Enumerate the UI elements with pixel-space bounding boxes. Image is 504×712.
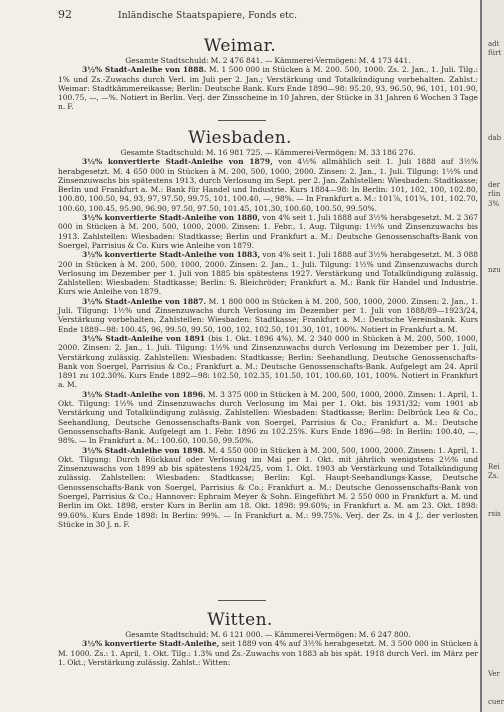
loan-entry-text: M. 4 550 000 in Stücken à M. 200, 500, 1000, 2000. Zinsen: 1. April, 1. Okt. Tilgung: Durch Rückkauf oder Verlosung im Mai per 1. Okt. mit jährlich wenigstens 2½% und Zinsenzuwachs von 1899 ab bis spätestens 1924/25, vom 1. Okt. 1903 ab Verstärkung und Totalkündigung zulässig. Zahlstellen: Wiesbaden: Stadtkasse; Berlin: Kgl. Haupt-Seehandlungs-Kasse, Deutsche Genossenschafts-Bank von Soergel, Parrisius & Co.; Frankfurt a. M.: Deutsche Genossenschafts-Bank von Soergel, Parrisius & Co.; Hannover: Ephraim Meyer & Sohn. Eingeführt M. 2 550 000 in Frankfurt a. M. und Berlin im Okt. 1898, erster Kurs in Berlin am 18. Okt. 1898: 99.60%; in Frankfurt a. M. am 23. Okt. 1898: 99.60%. Kurs Ende 1898: In Berlin: 99%. — In Frankfurt a. M.: 99.75%. Verj. der Zs. in 4 J., der verlosten Stücke in 30 J. n. F.	[58, 445, 478, 529]
loan-entry-text: M. 1 800 000 in Stücken à M. 200, 500, 1000, 2000. Zinsen: 2. Jan., 1. Juli. Tilgung: 1½% und Zinsenzuwachs durch Verlosung im Dezember per 1. Juli von 1888/89—1923/24, Verstärkung vorbehalten. Zahlstellen: Wiesbaden: Stadtkasse; Frankfurt a. M.: Deutsche Vereinsbank. Kurs Ende 1889—98: 100.45, 96, 99.50, 99.50, 100, 102, 102.50, 101.30, 101, 100%. Notiert in Frankfurt a. M.	[58, 296, 478, 334]
page-number: 92	[58, 8, 72, 21]
loan-entry	[58, 639, 478, 667]
adjacent-page-fragment: Ver	[488, 669, 500, 678]
loan-entry-lead: 3½% konvertierte Stadt-Anleihe von 1880,	[82, 213, 261, 223]
loan-entry-lead: 3½% konvertierte Stadt-Anleihe,	[82, 639, 220, 649]
section-divider	[218, 120, 266, 121]
adjacent-page-fragment: der	[488, 181, 500, 189]
section-divider	[218, 600, 266, 601]
loan-entry	[58, 65, 478, 111]
adjacent-page-fragment: fürt	[488, 49, 502, 58]
loan-entry-text: von 4% seit 1. Juli 1888 auf 3½% herabgesetzt. M. 2 367 000 in Stücken à M. 200, 500, 1000, 2000. Zinsen: 1. Febr., 1. Aug. Tilgung: 1½% und Zinsenzuwachs bis 1913. Zahlstellen: Wiesbaden: Stadtkasse; Berlin und Frankfurt a. M.: Deutsche Genossenschafts-Bank von Soergel, Parrisius & Co. Kurs wie Anleihe von 1879.	[58, 213, 478, 250]
adjacent-page-fragment: dab	[488, 134, 502, 142]
section-title-wiesbaden: Wiesbaden.	[188, 128, 292, 148]
section-body-witten	[58, 630, 478, 667]
loan-entry-text: seit 1889 von 4% auf 3½% herabgesetzt. M. 3 500 000 in Stücken à M. 1000. Zs.: 1. April, 1. Okt. Tilg.: 1.3% und Zs.-Zuwachs von 1883 ab bis spät. 1918 durch Verl. im März per 1. Okt.; Verstärkung zulässig. Zahlst.: Witten:	[58, 639, 479, 667]
loan-entry-lead: 3½% Stadt-Anleihe von 1887.	[82, 296, 207, 306]
loan-entry	[58, 250, 478, 296]
section-summary: Gesamte Stadtschuld: M. 2 476 841. — Kämmerei-Vermögen: M. 4 173 441.	[125, 56, 411, 65]
section-body-weimar	[58, 56, 478, 112]
loan-entry-lead: 3½% konvertierte Stadt-Anleihe von 1879,	[82, 157, 273, 167]
adjacent-page-fragment: rsis	[488, 510, 501, 518]
adjacent-page-fragment: Zs.	[488, 472, 499, 481]
loan-entry	[58, 334, 478, 390]
loan-entry-text: (bis 1. Okt. 1896 4%). M. 2 340 000 in Stücken à M. 200, 500, 1000, 2000. Zinsen: 2. Jan., 1. Juli. Tilgung: 1½% und Zinsenzuwachs durch Verlosung im Dezember per 1. Juli, Verstärkung zulässig. Zahlstellen: Wiesbaden: Stadtkasse; Berlin: Seehandlung, Deutsche Genossenschafts-Bank von Soergel, Parrisius & Co.; Frankfurt a. M.: Deutsche Genossenschafts-Bank. Aufgelegt am 24. April 1891 zu 102.30%. Kurs Ende 1892—98: 102.50, 102.35, 101.50, 101, 100.60, 101, 100%. Notiert in Frankfurt a. M.	[58, 333, 479, 390]
adjacent-page-fragment: adt	[488, 40, 500, 48]
loan-entry-text: von 4% seit 1. Juli 1888 auf 3½% herabgesetzt. M. 3 088 200 in Stücken à M. 200, 500, 1000, 2000. Zinsen: 2. Jan., 1. Juli. Tilgung: 1½% und Zinsenzuwachs durch Verlosung im Dezember per 1. Juli von 1885 bis spätestens 1927. Verstärkung und Totalkündigung zulässig. Zahlstellen: Wiesbaden: Stadtkasse; Berlin: S. Bleichröder; Frankfurt a. M.: Bank für Handel und Industrie. Kurs wie Anleihe von 1879.	[58, 250, 478, 297]
loan-entry-text: von 4½% allmählich seit 1. Juli 1888 auf 3½% herabgesetzt. M. 4 650 000 in Stücken à M. 200, 500, 1000, 2000. Zinsen: 2. Jan., 1. Juli. Tilgung: 1½% und Zinsenzuwachs bis spätestens 1913, durch Verlosung im Sept. per 2. Jan. Zahlstellen: Wiesbaden: Stadtkasse; Berlin und Frankfurt a. M.: Bank für Handel und Industrie. Kurs 1884—98: In Berlin: 101, 102, 100, 102.80, 100.80, 100.50, 94, 93, 97, 97.50, 99.75, 101, 100.40, —, 98%. — In Frankfurt a. M.: 101⅞, 101¾, 101, 102.70, 100.60, 100.45, 95.90, 96.90, 97.50, 97.50, 101.45, 101.30, 100.60, 100.50, 99.50%.	[58, 157, 478, 213]
section-summary: Gesamte Stadtschuld: M. 16 981 725. — Kämmerei-Vermögen: M. 33 186 276.	[120, 148, 416, 157]
section-title-weimar: Weimar.	[203, 36, 277, 56]
loan-entry	[58, 157, 478, 213]
loan-entry	[58, 213, 478, 250]
adjacent-page-fragment: cuer	[488, 698, 504, 706]
section-summary: Gesamte Stadtschuld: M. 6 121 000. — Kämmerei-Vermögen: M. 6 247 800.	[125, 630, 411, 639]
adjacent-page-edge	[480, 0, 504, 712]
loan-entry-lead: 3½% Stadt-Anleihe von 1891	[82, 333, 206, 343]
section-body-wiesbaden	[58, 148, 478, 529]
adjacent-page-fragments	[488, 0, 504, 712]
loan-entry-text: M. 1 500 000 in Stücken à M. 200. 500, 1000. Zs. 2. Jan., 1. Juli. Tilg.: 1% und Zs.-Zuwachs durch Verl. im Juli per 2. Jan.; Verstärkung und Totalkündigung vorbehalten. Zahlst.: Weimar: Stadtkämmereikasse; Berlin: Deutsche Bank. Kurs Ende 1890—98: 95.20, 93, 96.50, 96, 101, 101.90, 100.75, —, —%. Notiert in Berlin. Verj. der Zinsscheine in 10 Jahren, der Stücke in 31 Jahren 6 Wochen 3 Tage n. F.	[58, 65, 478, 112]
loan-entry-lead: 3½% konvertierte Stadt-Anleihe von 1883,	[82, 250, 261, 260]
section-title-witten: Witten.	[207, 610, 273, 630]
page-header	[0, 8, 480, 24]
loan-entry	[58, 446, 478, 530]
adjacent-page-fragment: nzu	[488, 265, 501, 274]
adjacent-page-fragment: 3%	[488, 199, 500, 208]
loan-entry-lead: 3½% Stadt-Anleihe von 1888.	[82, 65, 207, 75]
loan-entry	[58, 297, 478, 334]
adjacent-page-fragment: Rei	[488, 463, 500, 471]
loan-entry-lead: 3½% Stadt-Anleihe von 1896.	[82, 389, 206, 399]
loan-entry-lead: 3½% Stadt-Anleihe von 1898.	[82, 445, 206, 455]
loan-entry-text: M. 3 375 000 in Stücken à M. 200, 500, 1000, 2000. Zinsen: 1. April, 1. Okt. Tilgung: 1½% und Zinsenzuwachs durch Verlosung im Mai per 1. Okt. bis 1931/32; vom 1901 ab Verstärkung und Totalkündigung zulässig. Zahlstellen: Wiesbaden: Stadtkasse; Berlin: Delbrück Leo & Co., Seehandlung, Deutsche Genossenschafts-Bank von Soergel, Parrisius & Co.; Frankfurt a. M.: Deutsche Genossenschafts-Bank. Aufgelegt am 1. Febr. 1896 zu 102.25%. Kurs Ende 1896—98: In Berlin: 100.40, —, 98%. — In Frankfurt a. M.: 100.60, 100.50, 99.50%.	[58, 389, 478, 446]
loan-entry	[58, 390, 478, 446]
adjacent-page-fragment: rlin	[488, 190, 501, 199]
running-title: Inländische Staatspapiere, Fonds etc.	[118, 10, 298, 21]
